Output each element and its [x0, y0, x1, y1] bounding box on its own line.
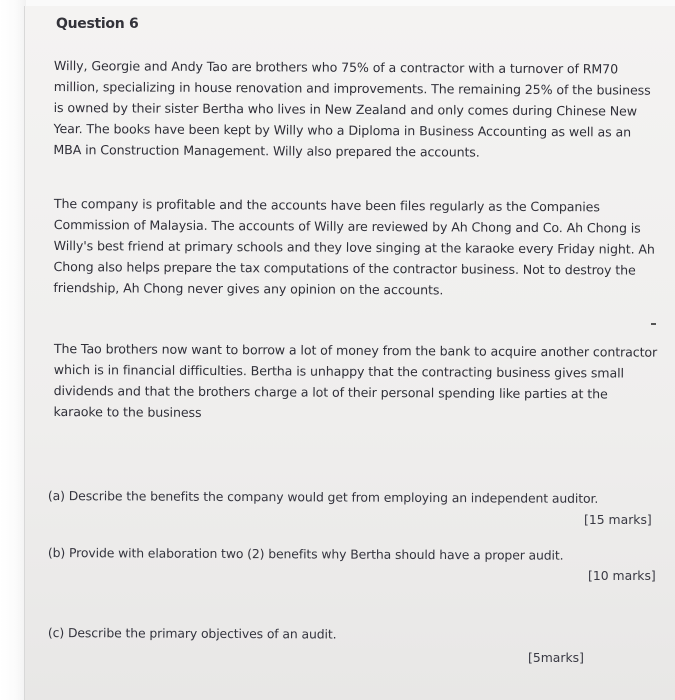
- question-title: Question 6: [56, 16, 139, 32]
- scenario-paragraph-3: The Tao brothers now want to borrow a lot of money from the bank to acquire another contractor which is in financial difficulties. Bertha is unhappy that the contracting business gives small dividends and that the brothers charge a lot of their personal spending like parties at the karaoke to the business: [53, 340, 658, 420]
- question-b-marks: [10 marks]: [588, 568, 656, 583]
- question-c: (c) Describe the primary objectives of an audit.: [47, 625, 337, 642]
- question-a-marks: [15 marks]: [584, 512, 652, 527]
- scenario-paragraph-2: The company is profitable and the accounts have been files regularly as the Companies Commission of Malaysia. The accounts of Willy are reviewed by Ah Chong and Co. Ah Chong is Willy's best friend at primary schools and they love singing at the karaoke every Friday night. Ah Chong also helps prepare the tax computations of the contractor business. Not to destroy the friendship, Ah Chong never gives any opinion on the accounts.: [53, 195, 655, 298]
- question-b: (b) Provide with elaboration two (2) benefits why Bertha should have a proper audit.: [47, 545, 564, 563]
- question-a: (a) Describe the benefits the company would get from employing an independent auditor.: [47, 488, 599, 506]
- scenario-paragraph-1: Willy, Georgie and Andy Tao are brothers who 75% of a contractor with a turnover of RM70 million, specializing in house renovation and improvements. The remaining 25% of the business is owned by their sister Bertha who lives in New Zealand and only comes during Chinese New Year. The books have been kept by Willy who a Diploma in Business Accounting as well as an MBA in Construction Management. Willy also prepared the accounts.: [53, 57, 651, 160]
- stray-mark: [651, 323, 656, 325]
- frame-edge-left: [0, 0, 26, 700]
- question-c-marks: [5marks]: [528, 650, 584, 665]
